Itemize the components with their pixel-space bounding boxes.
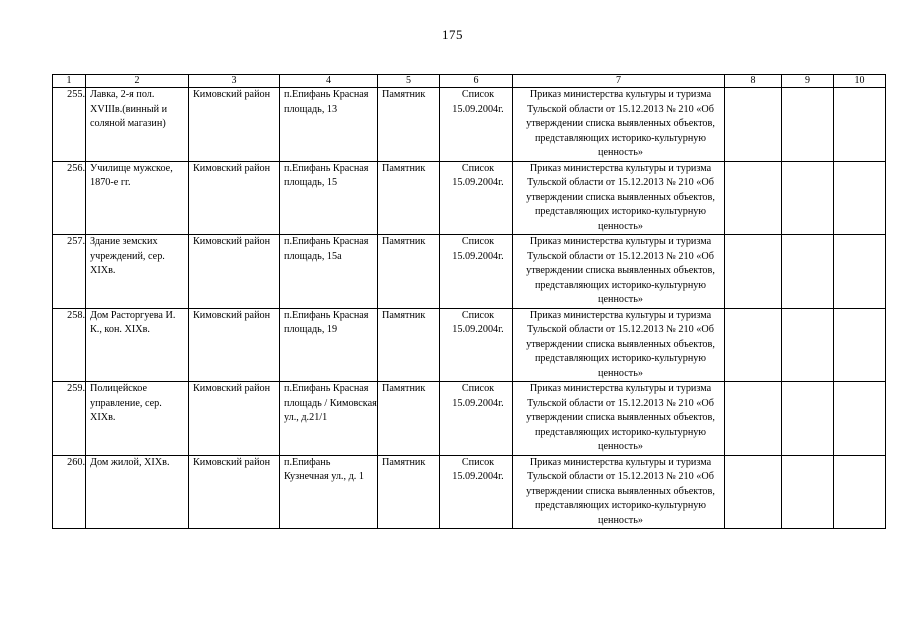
row-number: 256. — [53, 161, 86, 235]
object-type: Памятник — [378, 88, 440, 162]
column-8-cell — [725, 161, 782, 235]
column-9-cell — [782, 235, 834, 309]
column-9-cell — [782, 308, 834, 382]
address: п.Епифань Красная площадь, 15а — [280, 235, 378, 309]
order-reference: Приказ министерства культуры и туризма Тульской области от 15.12.2013 № 210 «Об утверждении списка выявленных объектов, представляющих историко-культурную ценность» — [513, 161, 725, 235]
column-header: 7 — [513, 75, 725, 88]
column-8-cell — [725, 235, 782, 309]
table-row — [53, 308, 886, 382]
list-date: Список 15.09.2004г. — [440, 455, 513, 529]
list-date: Список 15.09.2004г. — [440, 161, 513, 235]
column-10-cell — [834, 88, 886, 162]
object-type: Памятник — [378, 455, 440, 529]
column-9-cell — [782, 455, 834, 529]
object-name: Дом Расторгуева И. К., кон. XIXв. — [86, 308, 189, 382]
row-number: 258. — [53, 308, 86, 382]
district: Кимовский район — [189, 382, 280, 456]
district: Кимовский район — [189, 161, 280, 235]
column-10-cell — [834, 308, 886, 382]
column-9-cell — [782, 161, 834, 235]
object-name: Здание земских учреждений, сер. XIXв. — [86, 235, 189, 309]
row-number: 259. — [53, 382, 86, 456]
column-number-row — [53, 75, 886, 88]
column-10-cell — [834, 235, 886, 309]
row-number: 260. — [53, 455, 86, 529]
page-number: 175 — [442, 27, 463, 42]
table-row — [53, 161, 886, 235]
column-header: 8 — [725, 75, 782, 88]
column-header: 3 — [189, 75, 280, 88]
column-8-cell — [725, 308, 782, 382]
table-row — [53, 382, 886, 456]
column-8-cell — [725, 455, 782, 529]
order-reference: Приказ министерства культуры и туризма Тульской области от 15.12.2013 № 210 «Об утверждении списка выявленных объектов, представляющих историко-культурную ценность» — [513, 455, 725, 529]
order-reference: Приказ министерства культуры и туризма Тульской области от 15.12.2013 № 210 «Об утверждении списка выявленных объектов, представляющих историко-культурную ценность» — [513, 308, 725, 382]
object-type: Памятник — [378, 308, 440, 382]
column-header: 2 — [86, 75, 189, 88]
column-header: 10 — [834, 75, 886, 88]
address: п.Епифань Красная площадь / Кимовская ул., д.21/1 — [280, 382, 378, 456]
column-header: 4 — [280, 75, 378, 88]
object-name: Дом жилой, XIXв. — [86, 455, 189, 529]
column-header: 5 — [378, 75, 440, 88]
table-row — [53, 235, 886, 309]
table-row — [53, 455, 886, 529]
object-name: Училище мужское, 1870-е гг. — [86, 161, 189, 235]
district: Кимовский район — [189, 88, 280, 162]
order-reference: Приказ министерства культуры и туризма Тульской области от 15.12.2013 № 210 «Об утверждении списка выявленных объектов, представляющих историко-культурную ценность» — [513, 235, 725, 309]
row-number: 257. — [53, 235, 86, 309]
district: Кимовский район — [189, 235, 280, 309]
order-reference: Приказ министерства культуры и туризма Тульской области от 15.12.2013 № 210 «Об утверждении списка выявленных объектов, представляющих историко-культурную ценность» — [513, 88, 725, 162]
column-header: 9 — [782, 75, 834, 88]
address: п.Епифань Красная площадь, 15 — [280, 161, 378, 235]
object-type: Памятник — [378, 161, 440, 235]
order-reference: Приказ министерства культуры и туризма Тульской области от 15.12.2013 № 210 «Об утверждении списка выявленных объектов, представляющих историко-культурную ценность» — [513, 382, 725, 456]
column-9-cell — [782, 382, 834, 456]
column-8-cell — [725, 88, 782, 162]
heritage-objects-table — [52, 74, 886, 529]
list-date: Список 15.09.2004г. — [440, 308, 513, 382]
object-name: Полицейское управление, сер. XIXв. — [86, 382, 189, 456]
column-header: 6 — [440, 75, 513, 88]
address: п.Епифань Кузнечная ул., д. 1 — [280, 455, 378, 529]
list-date: Список 15.09.2004г. — [440, 235, 513, 309]
object-type: Памятник — [378, 235, 440, 309]
district: Кимовский район — [189, 308, 280, 382]
district: Кимовский район — [189, 455, 280, 529]
column-9-cell — [782, 88, 834, 162]
table-row — [53, 88, 886, 162]
object-type: Памятник — [378, 382, 440, 456]
list-date: Список 15.09.2004г. — [440, 88, 513, 162]
row-number: 255. — [53, 88, 86, 162]
list-date: Список 15.09.2004г. — [440, 382, 513, 456]
column-header: 1 — [53, 75, 86, 88]
column-10-cell — [834, 382, 886, 456]
column-10-cell — [834, 161, 886, 235]
object-name: Лавка, 2-я пол. XVIIIв.(винный и соляной магазин) — [86, 88, 189, 162]
address: п.Епифань Красная площадь, 13 — [280, 88, 378, 162]
column-10-cell — [834, 455, 886, 529]
column-8-cell — [725, 382, 782, 456]
address: п.Епифань Красная площадь, 19 — [280, 308, 378, 382]
